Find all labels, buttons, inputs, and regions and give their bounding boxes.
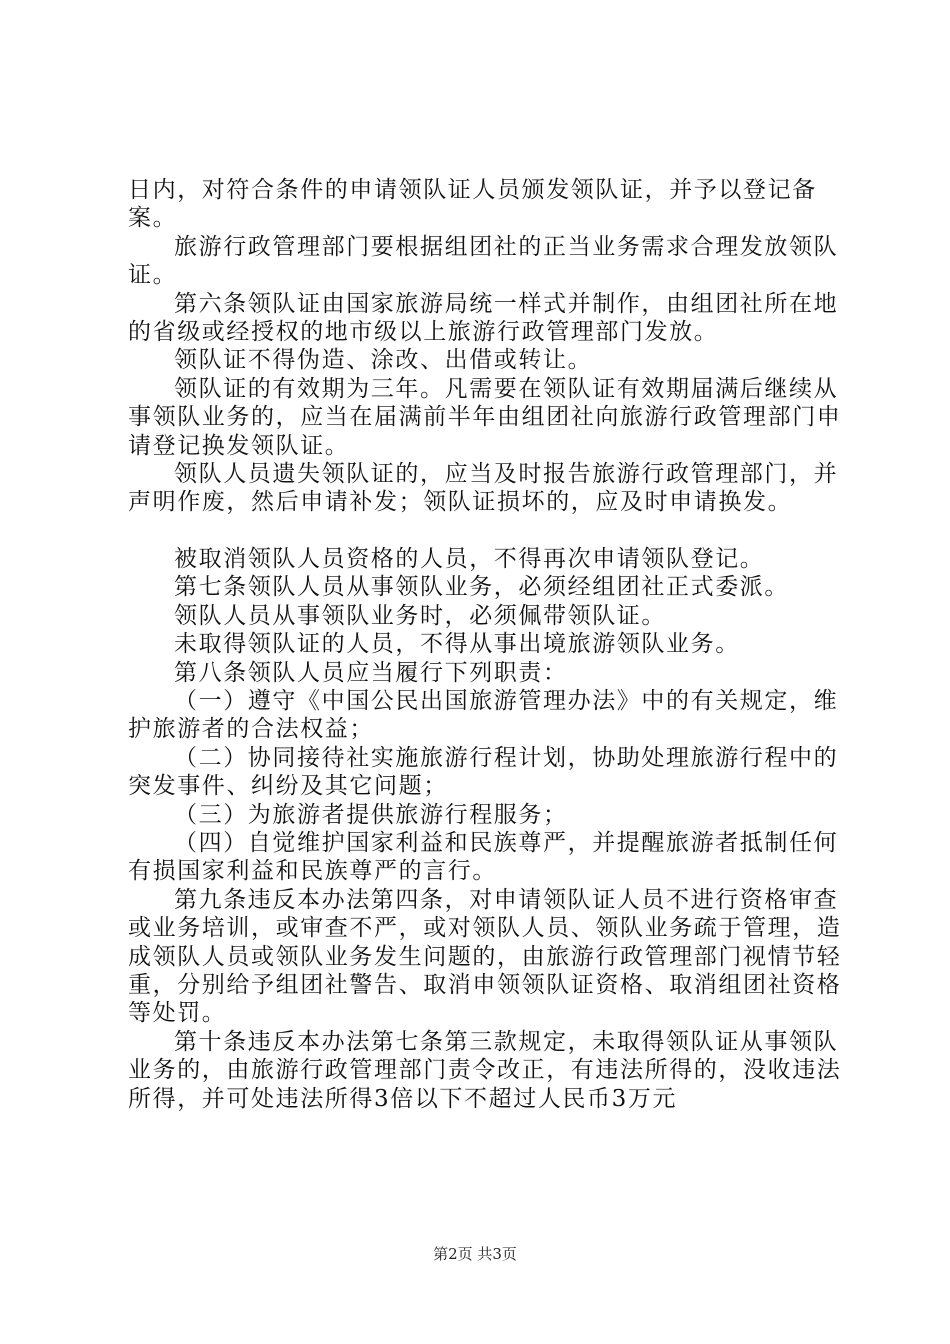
paragraph: 第十条违反本办法第七条第三款规定，未取得领队证从事领队业务的，由旅游行政管理部门责令改正，有违法所得的，没收违法所得，并可处违法所得3倍以下不超过人民币3万元 [128, 1028, 842, 1112]
paragraph: 未取得领队证的人员，不得从事出境旅游领队业务。 [174, 631, 740, 658]
paragraph: （三）为旅游者提供旅游行程服务； [174, 801, 568, 828]
paragraph: （二）协同接待社实施旅游行程计划，协助处理旅游行程中的突发事件、纠纷及其它问题； [128, 744, 839, 800]
paragraph: 日内，对符合条件的申请领队证人员颁发领队证，并予以登记备案。 [128, 177, 817, 232]
paragraph: 领队人员从事领队业务时，必须佩带领队证。 [174, 602, 666, 629]
paragraph: （四）自觉维护国家利益和民族尊严，并提醒旅游者抵制任何有损国家利益和民族尊严的言行。 [128, 829, 839, 885]
paragraph: 领队证不得伪造、涂改、出借或转让。 [174, 347, 593, 374]
document-body [128, 176, 848, 1113]
paragraph: 第九条违反本办法第四条，对申请领队证人员不进行资格审查或业务培训，或审查不严，或对领队人员、领队业务疏于管理，造成领队人员或领队业务发生问题的，由旅游行政管理部门视情节轻重，分别给予组团社警告、取消申领领队证资格、取消组团社资格等处罚。 [128, 886, 842, 1027]
paragraph: 领队证的有效期为三年。凡需要在领队证有效期届满后继续从事领队业务的，应当在届满前半年由组团社向旅游行政管理部门申请登记换发领队证。 [128, 375, 842, 459]
paragraph: 被取消领队人员资格的人员，不得再次申请领队登记。 [174, 545, 765, 572]
paragraph: 第六条领队证由国家旅游局统一样式并制作，由组团社所在地的省级或经授权的地市级以上旅游行政管理部门发放。 [128, 290, 839, 346]
paragraph: 第八条领队人员应当履行下列职责： [174, 659, 568, 686]
paragraph: 第七条领队人员从事领队业务，必须经组团社正式委派。 [174, 574, 789, 601]
page-footer: 第2页 共3页 [433, 1245, 517, 1263]
paragraph: （一）遵守《中国公民出国旅游管理办法》中的有关规定，维护旅游者的合法权益； [128, 687, 839, 743]
paragraph: 旅游行政管理部门要根据组团社的正当业务需求合理发放领队证。 [128, 233, 839, 289]
paragraph: 领队人员遗失领队证的，应当及时报告旅游行政管理部门，并声明作废，然后申请补发；领队证损坏的，应及时申请换发。 [128, 461, 839, 516]
